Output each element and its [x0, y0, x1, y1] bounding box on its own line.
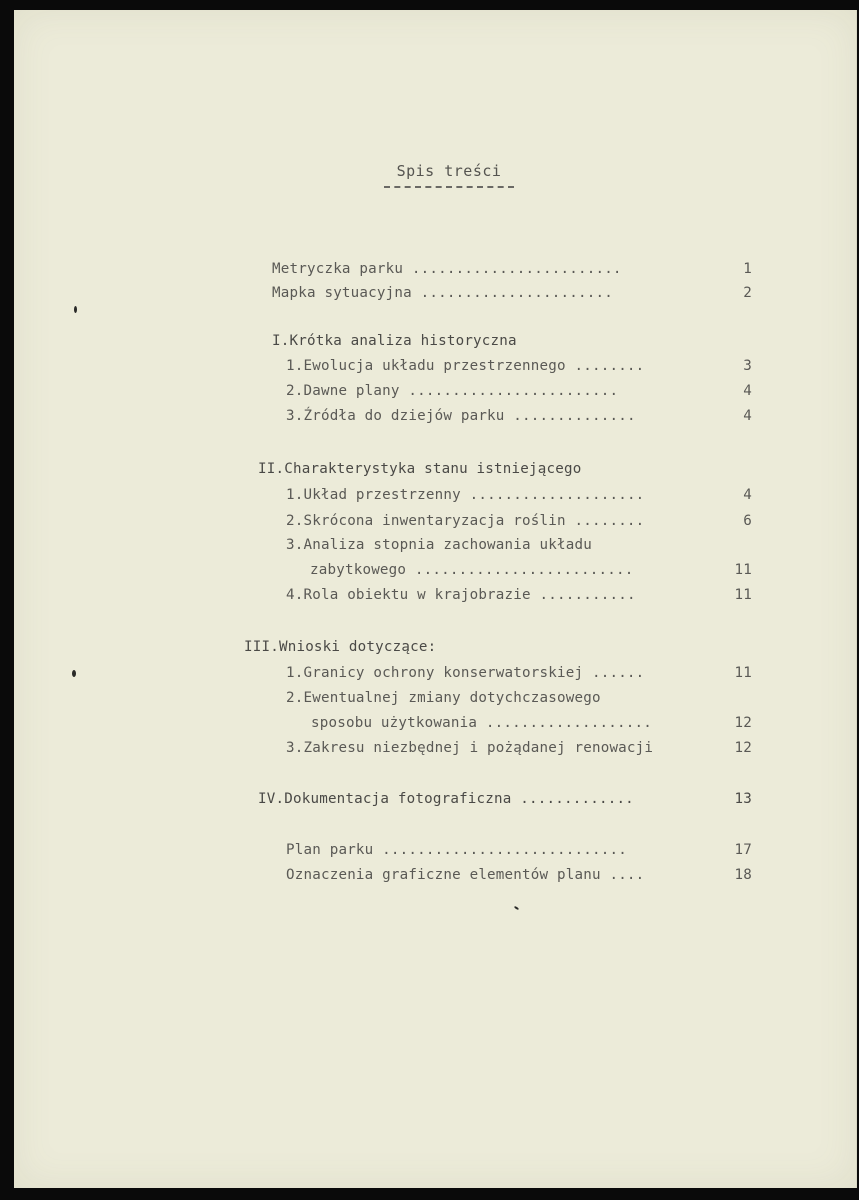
toc-number: I. — [272, 333, 290, 349]
title-underline — [384, 186, 514, 188]
toc-leader: ...................... — [420, 285, 613, 301]
toc-page: 18 — [734, 867, 752, 883]
toc-label: Krótka analiza historyczna — [289, 333, 517, 349]
toc-number: 3. — [286, 537, 304, 553]
toc-number: 4. — [286, 587, 304, 603]
toc-label: Rola obiektu w krajobrazie — [303, 587, 531, 603]
toc-leader: .............. — [513, 408, 636, 424]
toc-page: 6 — [743, 513, 752, 529]
toc-leader: ................... — [485, 715, 652, 731]
toc-page: 13 — [734, 791, 752, 807]
toc-number: 1. — [286, 487, 304, 503]
toc-label: Metryczka parku — [272, 261, 404, 277]
toc-label: Układ przestrzenny — [303, 487, 461, 503]
toc-number: IV. — [258, 791, 285, 807]
toc-number: 1. — [286, 358, 304, 374]
toc-label: Charakterystyka stanu istniejącego — [284, 461, 582, 477]
toc-number: II. — [258, 461, 285, 477]
toc-leader: ......................... — [414, 562, 634, 578]
toc-leader: ........................ — [411, 261, 622, 277]
toc-number: 2. — [286, 383, 304, 399]
toc-label: Dokumentacja fotograficzna — [284, 791, 512, 807]
toc-leader: ...... — [591, 665, 645, 681]
toc-label: zabytkowego — [310, 562, 407, 578]
toc-label: Ewolucja układu przestrzennego — [303, 358, 566, 374]
toc-number: 3. — [286, 740, 304, 756]
toc-label: Ewentualnej zmiany dotychczasowego — [303, 690, 601, 706]
toc-page: 4 — [743, 408, 752, 424]
toc-label: Granicy ochrony konserwatorskiej — [303, 665, 584, 681]
toc-leader: .... — [609, 867, 645, 883]
ink-speck — [514, 906, 519, 911]
toc-page: 12 — [734, 715, 752, 731]
toc-label: Dawne plany — [303, 383, 400, 399]
toc-leader: ........... — [539, 587, 636, 603]
toc-leader: ............................ — [382, 842, 627, 858]
toc-label: Plan parku — [286, 842, 374, 858]
toc-page: 3 — [743, 358, 752, 374]
toc-page: 17 — [734, 842, 752, 858]
toc-leader: ........ — [574, 513, 645, 529]
toc-leader: ........................ — [408, 383, 619, 399]
toc-label: Mapka sytuacyjna — [272, 285, 412, 301]
toc-page: 11 — [734, 665, 752, 681]
toc-leader: ............. — [520, 791, 634, 807]
toc-label: Zakresu niezbędnej i pożądanej renowacji — [303, 740, 654, 756]
toc-page: 2 — [743, 285, 752, 301]
toc-label: Skrócona inwentaryzacja roślin — [303, 513, 566, 529]
toc-number: 3. — [286, 408, 304, 424]
toc-number: 2. — [286, 690, 304, 706]
toc-leader: ........ — [574, 358, 645, 374]
toc-label: Analiza stopnia zachowania układu — [303, 537, 592, 553]
toc-label: sposobu użytkowania — [311, 715, 478, 731]
page-title: Spis treści — [396, 162, 502, 180]
toc-page: 11 — [734, 562, 752, 578]
toc-number: 2. — [286, 513, 304, 529]
toc-label: Źródła do dziejów parku — [303, 408, 505, 424]
ink-speck — [72, 670, 76, 677]
toc-page: 1 — [743, 261, 752, 277]
toc-label: Oznaczenia graficzne elementów planu — [286, 867, 601, 883]
document-page — [14, 10, 857, 1188]
toc-number: 1. — [286, 665, 304, 681]
toc-leader: .................... — [469, 487, 645, 503]
toc-page: 12 — [734, 740, 752, 756]
toc-page: 4 — [743, 383, 752, 399]
toc-label: Wnioski dotyczące: — [278, 639, 437, 655]
toc-page: 11 — [734, 587, 752, 603]
toc-page: 4 — [743, 487, 752, 503]
toc-number: III. — [244, 639, 279, 655]
ink-speck — [74, 306, 77, 313]
